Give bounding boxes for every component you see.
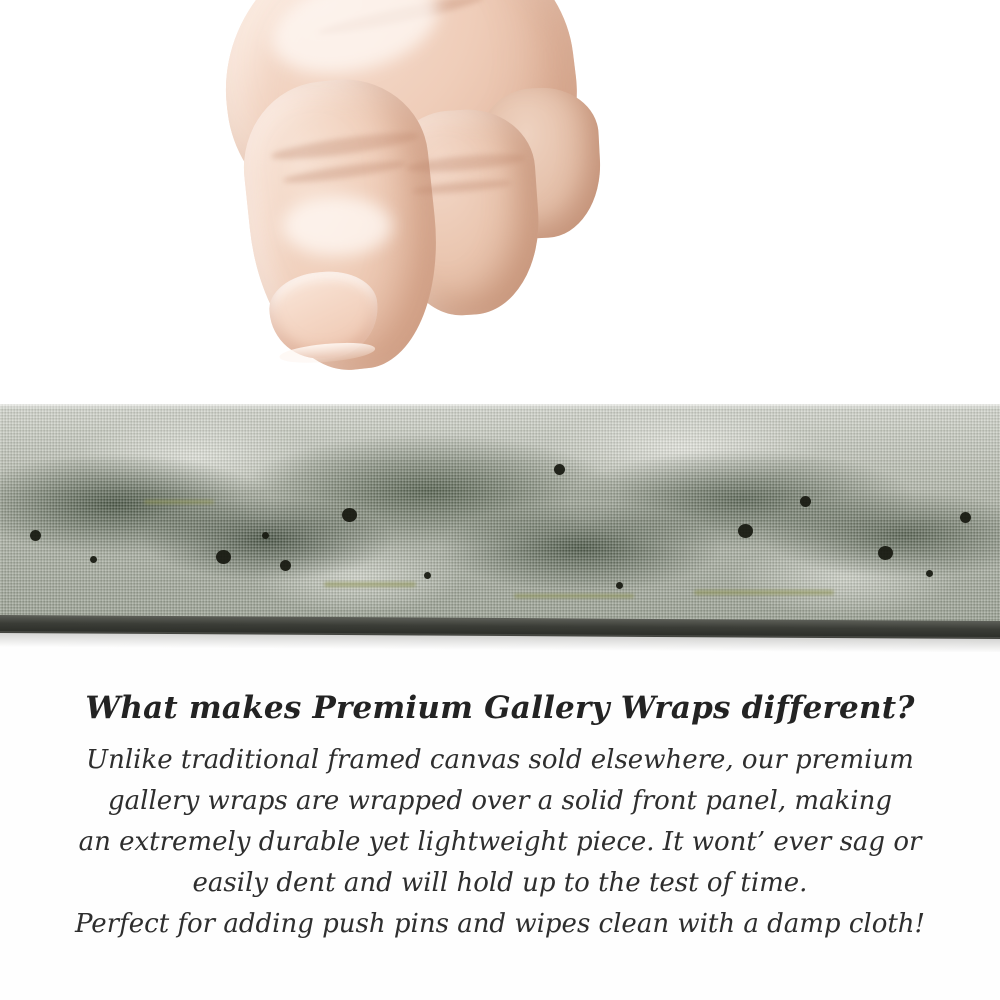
caption-headline: What makes Premium Gallery Wraps different? [85,690,915,726]
canvas-speck [616,582,623,589]
skin-highlight [282,196,392,256]
canvas-speck [960,512,971,523]
canvas-speck [926,570,933,577]
canvas-top-highlight [0,404,1000,409]
canvas-speck [738,524,753,538]
canvas-scuff [144,500,214,504]
canvas-speck [90,556,97,563]
canvas-speck [878,546,893,560]
canvas-edge-strip [0,404,1000,652]
canvas-speck [280,560,291,571]
canvas-speck [30,530,41,541]
hand-photo-area [0,0,1000,410]
canvas-speck [424,572,431,579]
caption-block [0,690,1000,945]
caption-line: Unlike traditional framed canvas sold elsewhere, our premium [86,745,914,775]
canvas-scuff [514,594,634,598]
canvas-speck [554,464,565,475]
canvas-speck [262,532,269,539]
caption-line: an extremely durable yet lightweight piece. It wont’ ever sag or [78,827,922,857]
canvas-scuff [324,582,416,587]
hand-illustration [120,0,590,410]
caption-line: Perfect for adding push pins and wipes clean with a damp cloth! [74,909,925,939]
canvas-speck [800,496,811,507]
canvas-texture [0,404,1000,622]
canvas-speck [216,550,231,564]
caption-line: easily dent and will hold up to the test of time. [192,868,808,898]
canvas-speck [342,508,357,522]
canvas-scuff [694,590,834,595]
caption-line: gallery wraps are wrapped over a solid front panel, making [108,786,892,816]
